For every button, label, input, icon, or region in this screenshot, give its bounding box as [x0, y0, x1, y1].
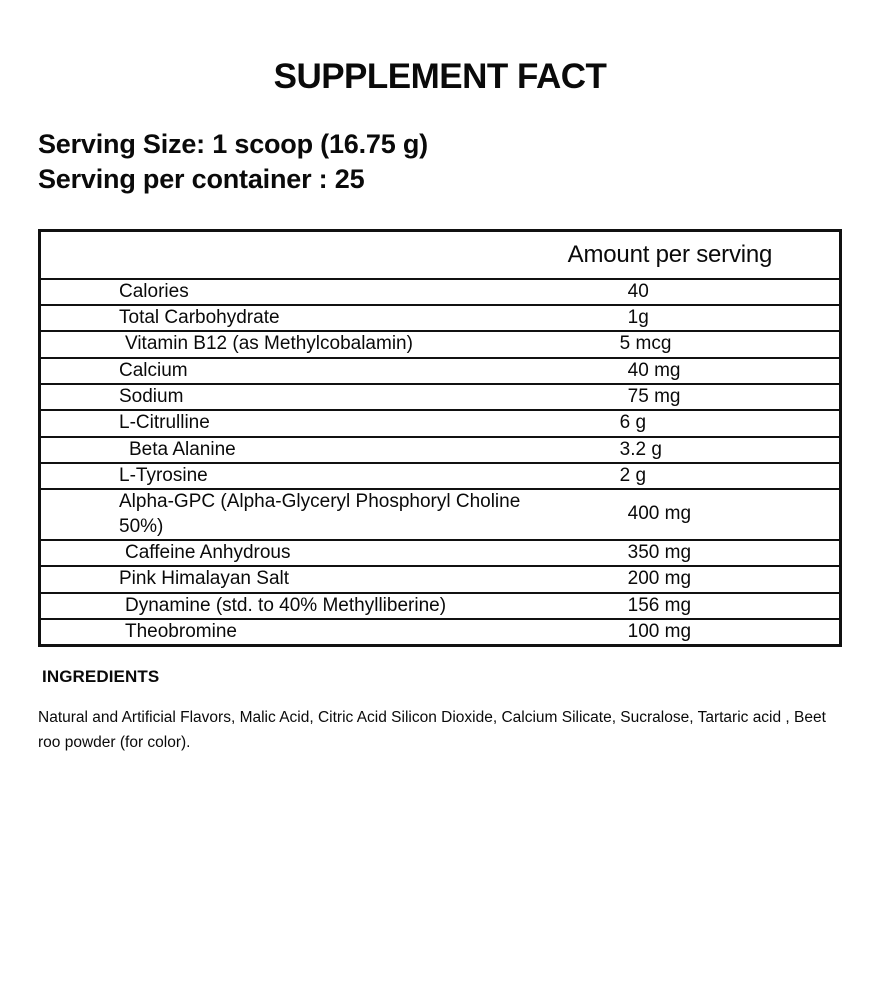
table-row: [41, 619, 839, 644]
nutrient-amount: 3.2 g: [568, 437, 839, 463]
table-row: [41, 384, 839, 410]
nutrient-amount: 350 mg: [568, 540, 839, 566]
facts-table-body: [41, 232, 839, 644]
supplement-facts-table: [41, 232, 839, 644]
nutrient-amount: 5 mcg: [568, 331, 839, 357]
ingredients-text: Natural and Artificial Flavors, Malic Acid, Citric Acid Silicon Dioxide, Calcium Silicate, Sucralose, Tartaric acid , Beet roo powder (for color).: [38, 709, 826, 752]
nutrient-name: Beta Alanine: [41, 437, 568, 463]
nutrient-amount: 6 g: [568, 410, 839, 436]
nutrient-name: Alpha-GPC (Alpha-Glyceryl Phosphoryl Choline 50%): [41, 489, 568, 540]
page-title: SUPPLEMENT FACT: [273, 57, 607, 96]
table-row: [41, 410, 839, 436]
nutrient-amount: 40: [568, 279, 839, 305]
nutrient-amount: 400 mg: [568, 489, 839, 540]
serving-size: Serving Size: 1 scoop (16.75 g): [38, 128, 428, 159]
nutrient-name: Calories: [41, 279, 568, 305]
nutrient-name: Vitamin B12 (as Methylcobalamin): [41, 331, 568, 357]
nutrient-name: Total Carbohydrate: [41, 305, 568, 331]
nutrient-amount: 156 mg: [568, 593, 839, 619]
nutrient-name: L-Citrulline: [41, 410, 568, 436]
table-row: [41, 331, 839, 357]
nutrient-amount: 100 mg: [627, 620, 692, 642]
table-row: [41, 463, 839, 489]
header-blank-cell: [41, 232, 568, 279]
table-row: [41, 305, 839, 331]
nutrient-name: Pink Himalayan Salt: [41, 566, 568, 592]
supplement-facts-table-wrapper: [38, 229, 842, 647]
nutrient-amount: 200 mg: [568, 566, 839, 592]
table-row: [41, 437, 839, 463]
nutrient-amount: 40 mg: [568, 358, 839, 384]
table-row: [41, 593, 839, 619]
header-amount-per-serving: Amount per serving: [568, 232, 839, 279]
nutrient-amount: 1g: [568, 305, 839, 331]
serving-info: [38, 127, 880, 198]
nutrient-name: Theobromine: [125, 620, 237, 642]
nutrient-name: Sodium: [41, 384, 568, 410]
table-row: [41, 489, 839, 540]
table-row: [41, 540, 839, 566]
table-row: [41, 358, 839, 384]
serving-per-container: Serving per container : 25: [38, 164, 365, 195]
nutrient-amount: 75 mg: [568, 384, 839, 410]
nutrient-name: L-Tyrosine: [41, 463, 568, 489]
nutrient-name: Calcium: [41, 358, 568, 384]
nutrient-name: Dynamine (std. to 40% Methylliberine): [41, 593, 568, 619]
table-row: [41, 279, 839, 305]
table-header-row: [41, 232, 839, 279]
ingredients-heading: INGREDIENTS: [42, 667, 160, 687]
nutrient-name: Caffeine Anhydrous: [41, 540, 568, 566]
nutrient-amount: 2 g: [568, 463, 839, 489]
table-row: [41, 566, 839, 592]
